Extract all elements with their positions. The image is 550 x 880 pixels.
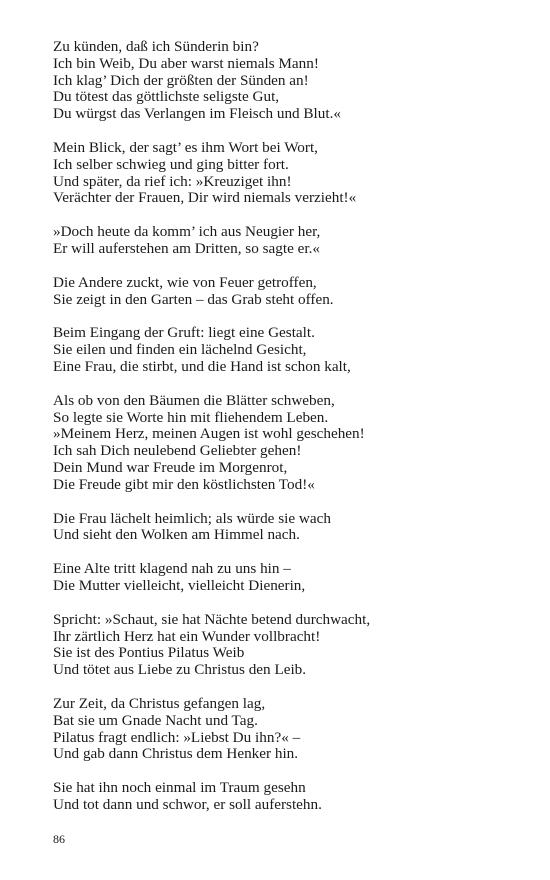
verse-line: Und tötet aus Liebe zu Christus den Leib. — [53, 661, 307, 679]
verse-line: Zu künden, daß ich Sünderin bin? — [53, 38, 259, 55]
verse-line: Und sieht den Wolken am Himmel nach. — [53, 526, 300, 544]
stanza-7 — [53, 511, 523, 545]
verse-line: Und später, da rief ich: »Kreuziget ihn! — [53, 172, 292, 190]
verse-line: Die Mutter vielleicht, vielleicht Dienerin, — [53, 576, 306, 594]
verse-line: Dein Mund war Freude im Morgenrot, — [53, 458, 288, 476]
stanza-9 — [53, 612, 523, 679]
stanza-5 — [53, 325, 523, 375]
verse-line: Beim Eingang der Gruft: liegt eine Gestalt. — [53, 324, 315, 342]
verse-line: Mein Blick, der sagt’ es ihm Wort bei Wort, — [53, 138, 318, 156]
verse-line: Er will auferstehen am Dritten, so sagte er.« — [53, 239, 320, 257]
verse-line: Spricht: »Schaut, sie hat Nächte betend durchwacht, — [53, 610, 371, 628]
stanza-6 — [53, 393, 523, 494]
verse-line: Die Freude gibt mir den köstlichsten Tod!« — [53, 475, 315, 493]
verse-line: Die Frau lächelt heimlich; als würde sie wach — [53, 509, 331, 527]
verse-line: Eine Alte tritt klagend nah zu uns hin – — [53, 560, 291, 578]
stanza-8 — [53, 561, 523, 595]
verse-line: Sie eilen und finden ein lächelnd Gesicht, — [53, 341, 307, 359]
verse-line: Die Andere zuckt, wie von Feuer getroffen, — [53, 273, 317, 291]
verse-line: Eine Frau, die stirbt, und die Hand ist schon kalt, — [53, 357, 351, 375]
verse-line: Ich bin Weib, Du aber warst niemals Mann! — [53, 54, 319, 72]
verse-line: Du würgst das Verlangen im Fleisch und Blut.« — [53, 105, 341, 123]
stanza-2 — [53, 140, 523, 207]
verse-line: Bat sie um Gnade Nacht und Tag. — [53, 711, 258, 729]
verse-line: Sie hat ihn noch einmal im Traum gesehn — [53, 779, 306, 797]
verse-line: Und tot dann und schwor, er soll auferstehn. — [53, 795, 322, 813]
verse-line: Ihr zärtlich Herz hat ein Wunder vollbracht! — [53, 627, 321, 645]
verse-line: Pilatus fragt endlich: »Liebst Du ihn?« – — [53, 728, 301, 746]
verse-line: »Meinem Herz, meinen Augen ist wohl geschehen! — [53, 425, 365, 443]
verse-line: Zur Zeit, da Christus gefangen lag, — [53, 694, 266, 712]
poem-text — [53, 39, 523, 831]
verse-line: Verächter der Frauen, Dir wird niemals verzieht!« — [53, 189, 357, 207]
stanza-1 — [53, 39, 523, 123]
verse-line: Ich klag’ Dich der größten der Sünden an! — [53, 71, 309, 89]
page-number: 86 — [53, 832, 65, 846]
verse-line: Ich selber schwieg und ging bitter fort. — [53, 155, 289, 173]
verse-line: Du tötest das göttlichste seligste Gut, — [53, 88, 280, 106]
verse-line: Als ob von den Bäumen die Blätter schweben, — [53, 391, 335, 409]
stanza-11 — [53, 780, 523, 814]
verse-line: Sie zeigt in den Garten – das Grab steht offen. — [53, 290, 334, 308]
verse-line: »Doch heute da komm’ ich aus Neugier her, — [53, 223, 321, 241]
verse-line: So legte sie Worte hin mit fliehendem Leben. — [53, 408, 329, 426]
stanza-4 — [53, 275, 523, 309]
verse-line: Ich sah Dich neulebend Geliebter gehen! — [53, 442, 302, 460]
stanza-10 — [53, 696, 523, 763]
verse-line: Und gab dann Christus dem Henker hin. — [53, 745, 299, 763]
verse-line: Sie ist des Pontius Pilatus Weib — [53, 644, 245, 662]
stanza-3 — [53, 224, 523, 258]
